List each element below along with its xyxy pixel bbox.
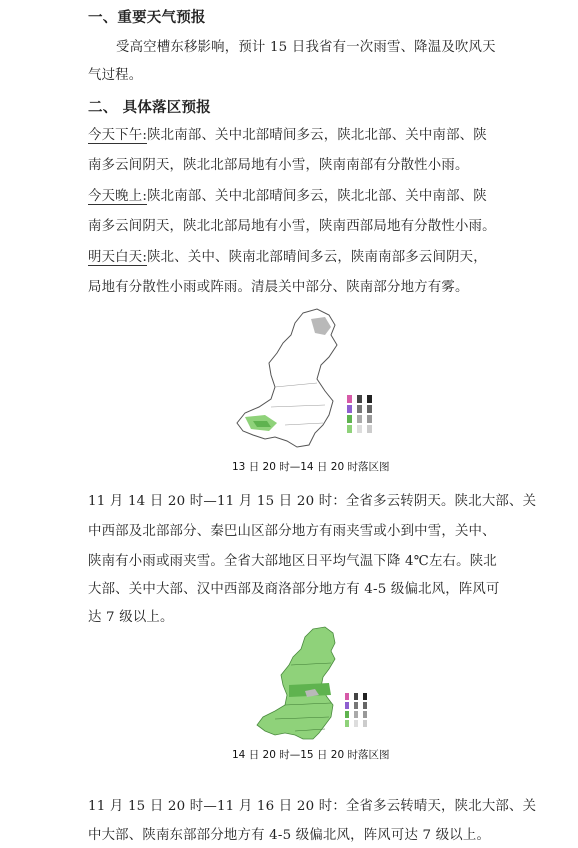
evening-line2: 南多云间阴天，陕北北部局地有小雪，陕南西部局地有分散性小雨。 bbox=[88, 219, 496, 234]
map1-legend bbox=[347, 395, 372, 433]
section2-heading: 二、 具体落区预报 bbox=[88, 100, 211, 116]
period2-line3: 陕南有小雨或雨夹雪。全省大部地区日平均气温下降 4℃左右。陕北 bbox=[88, 554, 497, 569]
section1-para-line1: 受高空槽东移影响，预计 15 日我省有一次雨雪、降温及吹风天 bbox=[116, 40, 496, 55]
period2-line1: 11 月 14 日 20 时—11 月 15 日 20 时：全省多云转阴天。陕北大部、关 bbox=[88, 494, 537, 509]
tomorrow-text1: 陕北、关中、陕南北部晴间多云，陕南南部多云间阴天， bbox=[147, 250, 487, 265]
afternoon-label: 今天下午: bbox=[88, 128, 148, 143]
period3-line1: 11 月 15 日 20 时—11 月 16 日 20 时：全省多云转晴天，陕北大部、关 bbox=[88, 799, 537, 814]
map2-legend bbox=[345, 693, 367, 727]
section1-heading: 一、重要天气预报 bbox=[88, 10, 206, 26]
afternoon-text1: 陕北南部、关中北部晴间多云，陕北北部、关中南部、陕 bbox=[147, 128, 487, 143]
map1-caption: 13 日 20 时—14 日 20 时落区图 bbox=[232, 461, 390, 473]
map2-caption: 14 日 20 时—15 日 20 时落区图 bbox=[232, 749, 390, 761]
tomorrow-line2: 局地有分散性小雨或阵雨。清晨关中部分、陕南部分地方有雾。 bbox=[88, 280, 469, 295]
forecast-map-2 bbox=[245, 625, 390, 745]
afternoon-line1 bbox=[88, 126, 487, 146]
afternoon-line2: 南多云间阴天，陕北北部局地有小雪，陕南南部有分散性小雨。 bbox=[88, 158, 469, 173]
tomorrow-line1 bbox=[88, 248, 487, 268]
evening-line1 bbox=[88, 187, 487, 207]
section1-para-line2: 气过程。 bbox=[88, 68, 143, 83]
forecast-map-1 bbox=[225, 305, 390, 455]
period2-line5: 达 7 级以上。 bbox=[88, 610, 174, 625]
period2-line2: 中西部及北部部分、秦巴山区部分地方有雨夹雪或小到中雪，关中、 bbox=[88, 524, 496, 539]
period3-line2: 中大部、陕南东部部分地方有 4-5 级偏北风，阵风可达 7 级以上。 bbox=[88, 828, 491, 843]
evening-text1: 陕北南部、关中北部晴间多云，陕北北部、关中南部、陕 bbox=[147, 189, 487, 204]
period2-line4: 大部、关中大部、汉中西部及商洛部分地方有 4-5 级偏北风，阵风可 bbox=[88, 582, 500, 597]
evening-label: 今天晚上: bbox=[88, 189, 148, 204]
tomorrow-label: 明天白天: bbox=[88, 250, 148, 265]
